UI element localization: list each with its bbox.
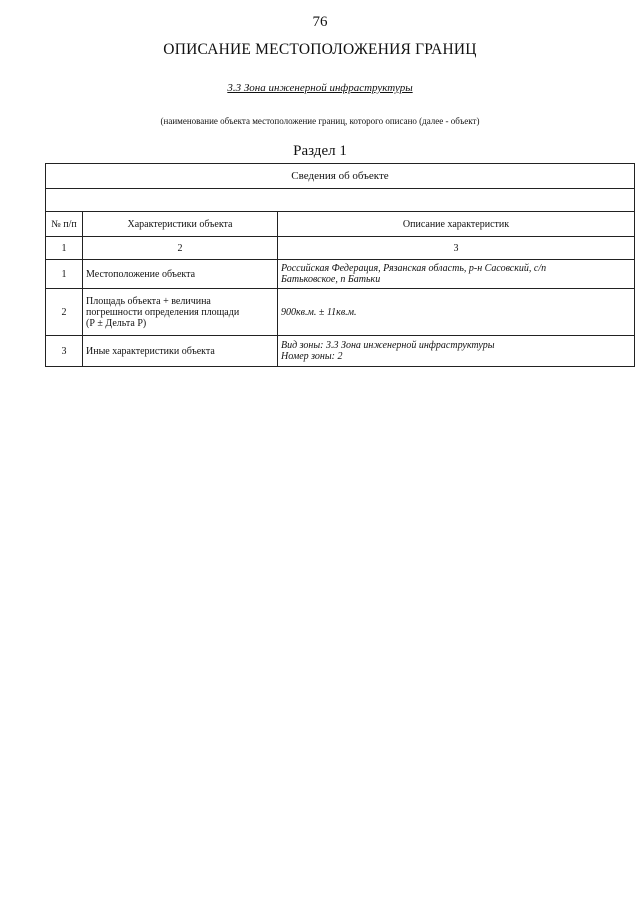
row-number: 2 bbox=[46, 289, 83, 336]
object-info-table bbox=[45, 163, 635, 367]
table-row bbox=[46, 260, 635, 289]
table-row bbox=[46, 289, 635, 336]
characteristic-line: (Р ± Дельта Р) bbox=[86, 317, 147, 329]
description-line: Российская Федерация, Рязанская область, р-н Сасовский, с/п bbox=[281, 263, 547, 274]
section-title: Раздел 1 bbox=[293, 143, 347, 159]
table-caption-row bbox=[46, 164, 635, 189]
description-line: Батьковское, п Батьки bbox=[281, 274, 381, 285]
column-number-1: 1 bbox=[46, 237, 83, 260]
table-caption: Сведения об объекте bbox=[46, 164, 635, 189]
table-column-numbers bbox=[46, 237, 635, 260]
row-number: 3 bbox=[46, 336, 83, 367]
object-name: 3.3 Зона инженерной инфраструктуры bbox=[227, 82, 413, 94]
table-column-headers bbox=[46, 212, 635, 237]
description-line: Вид зоны: 3.3 Зона инженерной инфраструктуры bbox=[281, 340, 495, 351]
object-name-caption: (наименование объекта местоположение границ, которого описано (далее - объект) bbox=[160, 116, 480, 126]
characteristic-line: погрешности определения площади bbox=[86, 306, 240, 318]
page-number: 76 bbox=[312, 14, 328, 30]
column-number-2: 2 bbox=[83, 237, 278, 260]
column-header-number: № п/п bbox=[46, 212, 83, 237]
column-header-characteristic: Характеристики объекта bbox=[83, 212, 278, 237]
column-header-description: Описание характеристик bbox=[278, 212, 635, 237]
row-description: 900кв.м. ± 11кв.м. bbox=[278, 289, 635, 336]
row-characteristic bbox=[83, 289, 278, 336]
table-empty-row bbox=[46, 189, 635, 212]
row-characteristic: Иные характеристики объекта bbox=[83, 336, 278, 367]
column-number-3: 3 bbox=[278, 237, 635, 260]
row-description bbox=[278, 260, 635, 289]
row-description bbox=[278, 336, 635, 367]
table-row bbox=[46, 336, 635, 367]
row-characteristic: Местоположение объекта bbox=[83, 260, 278, 289]
characteristic-line: Площадь объекта + величина bbox=[86, 295, 211, 307]
description-line: Номер зоны: 2 bbox=[281, 351, 343, 362]
table-empty-cell bbox=[46, 189, 635, 212]
row-number: 1 bbox=[46, 260, 83, 289]
document-title: ОПИСАНИЕ МЕСТОПОЛОЖЕНИЯ ГРАНИЦ bbox=[163, 41, 477, 58]
